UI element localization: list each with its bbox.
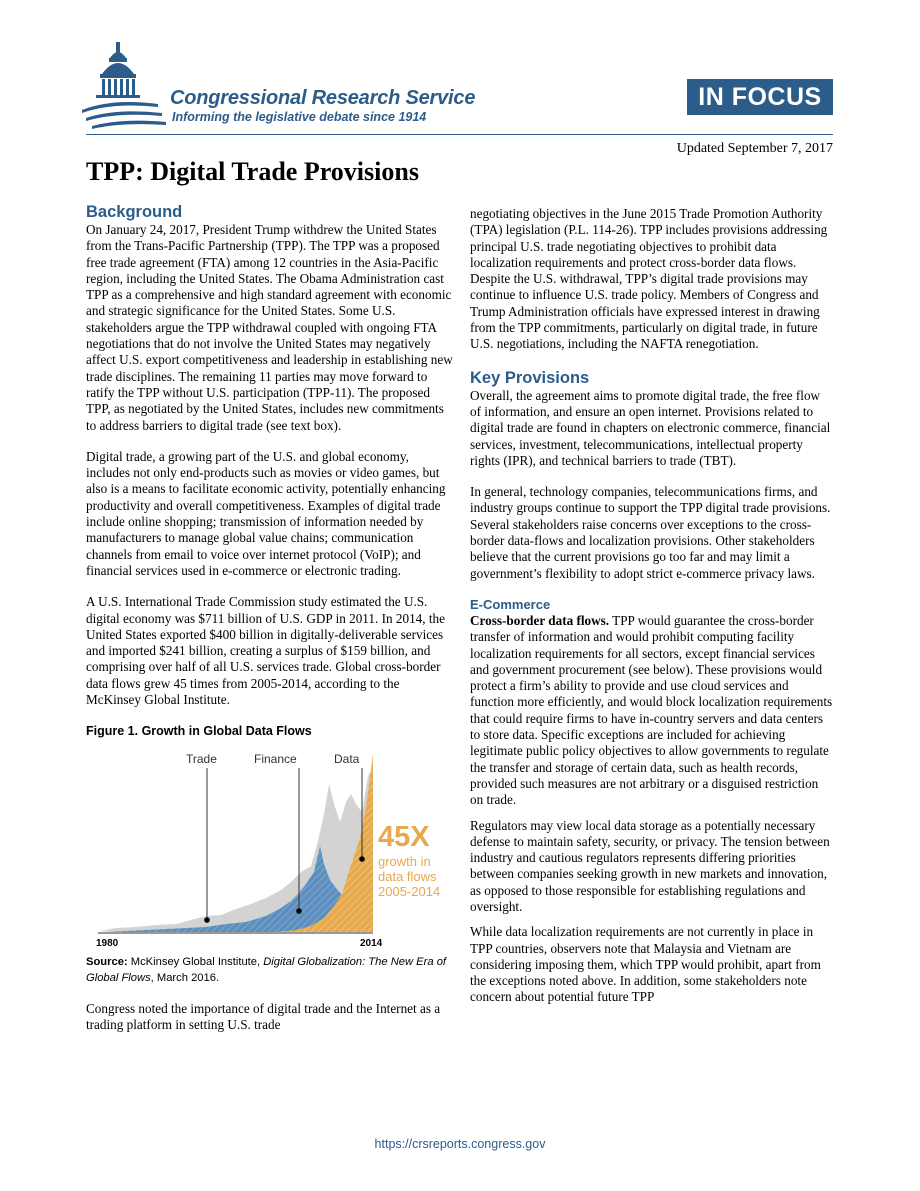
label-data: Data [334,751,360,766]
org-tagline: Informing the legislative debate since 1914 [172,110,427,124]
left-column [86,202,454,1048]
label-trade: Trade [186,751,217,766]
background-paragraph-1: On January 24, 2017, President Trump withdrew the United States from the Trans-Pacific Partnership (TPP). The TPP was a proposed free trade agreement (FTA) among 12 countries in the Asia-Pacific region, including the United States. The Obama Administration cast TPP as a comprehensive and high standard agreement with economic and strategic significance for the United States. Some U.S. stakeholders argue the TPP withdrawal coupled with ongoing FTA negotiations that do not involve the United States may negatively affect U.S. export competitiveness and leadership in establishing new trade disciplines. The remaining 11 parties may move forward to ratify the TPP without U.S. participation (TPP-11). The proposed TPP, as negotiated by the United States, includes new commitments to address barriers to digital trade (see text box). [86,222,453,433]
x-label-start: 1980 [96,937,119,948]
growth-line-2: data flows [378,868,437,884]
cross-border-text: TPP would guarantee the cross-border transfer of information and would prohibit computing facility localization requirements for all sectors, except financial services and government procurement (see below). These provisions would protect a firm’s ability to provide and use cloud services and function more efficiently, and would block localization requirements that could require firms to have in-country servers and data centers to store data. Specific exceptions are included for achieving legitimate public policy objectives to allow governments to regulate the transfer and storage of certain data, such as health records, provided such measures are not arbitrary or a disguised restriction on trade. [470,612,833,808]
finance-marker [296,908,302,914]
background-heading: Background [86,203,183,221]
source-label: Source: [86,955,128,968]
x-label-end: 2014 [360,937,383,948]
source-text: McKinsey Global Institute, [130,955,261,968]
background-paragraph-3: A U.S. International Trade Commission study estimated the U.S. digital economy was $711 billion of U.S. GDP in 2011. In 2014, the United States exported $400 billion in digitally-deliverable services and imported $241 billion, creating a surplus of $159 billion, and comprising over half of all U.S. services trade. Global cross-border data flows grew 45 times from 2005-2014, according to the McKinsey Global Institute. [86,594,445,708]
source-title: Digital Globalization: The New Era of Global Flows [86,955,447,984]
regulators-paragraph: Regulators may view local data storage as a potentially necessary defense to maintain safety, security, or privacy. The tension between industry and cautious regulators represents differing priorities between companies seeking growth in new markets and innovation, as opposed to those responsible for establishing regulations and oversight. [470,817,830,914]
figure-source [86,954,454,986]
key-provisions-heading: Key Provisions [470,368,590,387]
ecommerce-heading: E-Commerce [470,596,551,612]
localization-paragraph: While data localization requirements are not currently in place in TPP countries, observers note that Malaysia and Vietnam are considering imposing them, which TPP would prohibit, apart from the exceptions noted above. In addition, some stakeholders note concern about potential future TPP [470,924,821,1005]
key-provisions-paragraph-2: In general, technology companies, telecommunications firms, and industry groups continue to support the TPP digital trade provisions. Several stakeholders raise concerns over exceptions to the cross-border data-flows and localization provisions. Other stakeholders believe that the current provisions go too far and may limit a government’s flexibility to adopt strict e-commerce privacy laws. [470,484,831,581]
growth-line-1: growth in [378,853,431,869]
source-date: , March 2016. [150,971,220,984]
cross-border-paragraph [470,613,834,809]
continued-paragraph: negotiating objectives in the June 2015 Trade Promotion Authority (TPA) legislation (P.L. 114-26). TPP includes provisions addressing principal U.S. trade negotiating objectives to prohibit data localization requirements and protect cross-border data flows. Despite the U.S. withdrawal, TPP’s digital trade provisions may continue to influence U.S. trade policy. Members of Congress and Trump Administration officials have expressed interest in drawing from the TPP commitments, particularly on digital trade, in future U.S. negotiations, including the NAFTA renegotiation. [470,206,828,352]
org-name: Congressional Research Service [170,87,476,109]
footer-url[interactable]: https://crsreports.congress.gov [374,1137,546,1151]
growth-multiplier: 45X [378,820,430,853]
right-column [470,206,834,1015]
trade-marker [204,917,210,923]
growth-line-3: 2005-2014 [378,883,441,899]
cross-border-label: Cross-border data flows. [470,612,610,628]
background-paragraph-2: Digital trade, a growing part of the U.S. and global economy, includes not only end-products such as movies or video games, but also is a means to facilitate economic activity, potentially enhancing productivity and overall competitiveness. Examples of digital trade include online shopping; transmission of information needed by manufacturers to manage global value chains; communication channels from email to voice over internet protocol (VoIP); and financial services used in e-commerce or electronic trading. [86,448,446,578]
page-title: TPP: Digital Trade Provisions [86,157,419,186]
background-paragraph-4: Congress noted the importance of digital trade and the Internet as a trading platform in setting U.S. trade [86,1000,441,1032]
label-finance: Finance [254,751,297,766]
capitol-dome-logo [82,40,168,130]
key-provisions-paragraph-1: Overall, the agreement aims to promote digital trade, the free flow of information, and ensure an open internet. Provisions related to digital trade are found in chapters on electronic commerce, financial services, investment, telecommunications, intellectual property rights (IPR), and technical barriers to trade (TBT). [470,387,831,468]
data-marker [359,856,365,862]
header-rule [86,134,833,135]
in-focus-badge: IN FOCUS [687,79,833,115]
updated-date: Updated September 7, 2017 [676,141,833,156]
figure-title: Figure 1. Growth in Global Data Flows [86,724,312,739]
data-flows-figure [86,746,454,948]
